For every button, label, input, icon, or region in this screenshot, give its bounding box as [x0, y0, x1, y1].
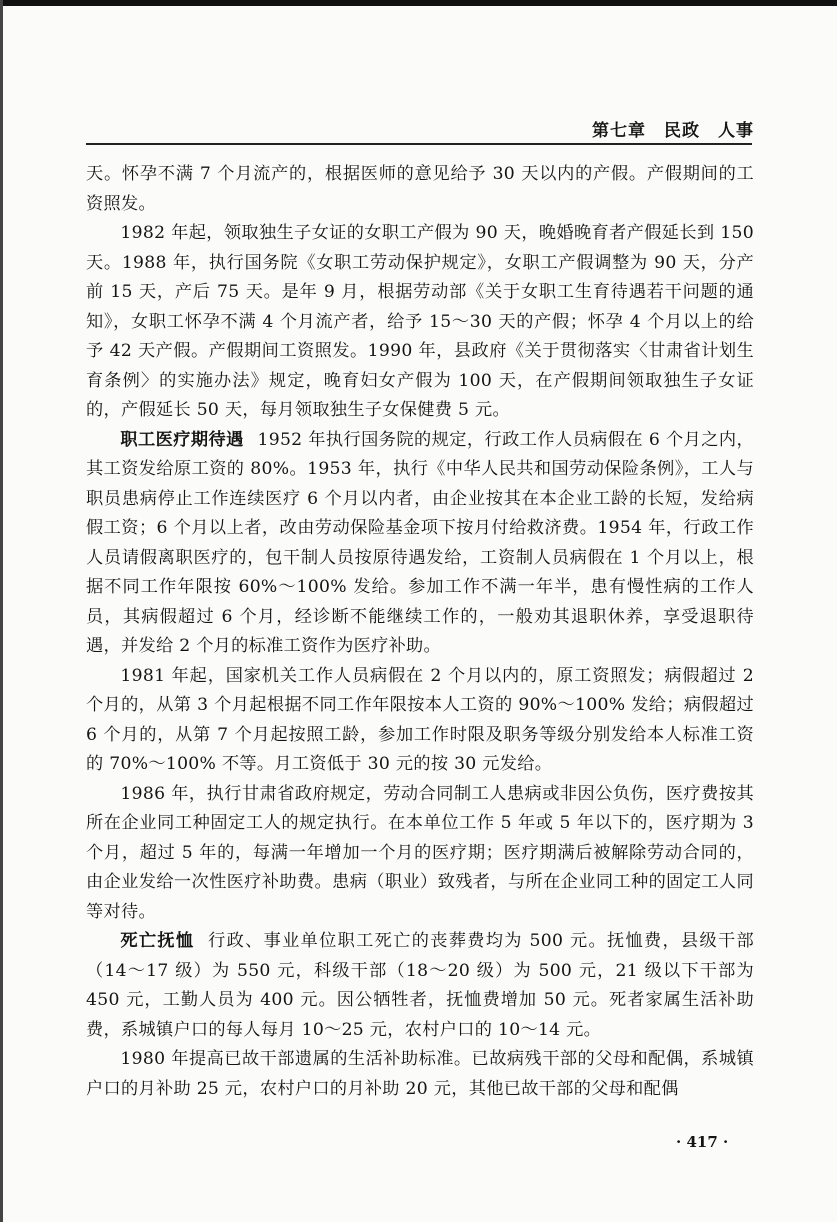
paragraph-survivor-1980: [86, 1045, 754, 1104]
paragraph-medical-1981: [86, 662, 754, 780]
paragraph-maternity-continued: [86, 160, 754, 219]
page-left-edge: [0, 0, 3, 1222]
chapter-header: 第七章 民政 人事: [592, 121, 754, 141]
header-rule: [86, 143, 752, 145]
paragraph-text: 1952 年执行国务院的规定，行政工作人员病假在 6 个月之内，其工资发给原工资的 80%。1953 年，执行《中华人民共和国劳动保险条例》，工人与职员患病停止工作连续医疗 6 个月以内者，由企业按其在本企业工龄的长短，发给病假工资；6 个月以上者，改由劳动保险基金项下按月付给救济费。1954 年，行政工作人员请假离职医疗的，包干制人员按原待遇发给，工资制人员病假在 1 个月以上，根据不同工作年限按 60%～100% 发给。参加工作不满一年半，患有慢性病的工作人员，其病假超过 6 个月，经诊断不能继续工作的，一般劝其退职休养，享受退职待遇，并发给 2 个月的标准工资作为医疗补助。: [86, 429, 754, 656]
paragraph-text: 1981 年起，国家机关工作人员病假在 2 个月以内的，原工资照发；病假超过 2 个月的，从第 3 个月起根据不同工作年限按本人工资的 90%～100% 发给；病假超过 6 个月的，从第 7 个月起按照工龄，参加工作时限及职务等级分别发给本人标准工资的 70%～100% 不等。月工资低于 30 元的按 30 元发给。: [86, 665, 754, 774]
paragraph-death-pension: [86, 927, 754, 1045]
paragraph-text: 天。怀孕不满 7 个月流产的，根据医师的意见给予 30 天以内的产假。产假期间的工资照发。: [86, 164, 754, 214]
page-number: · 417 ·: [676, 1133, 729, 1151]
page-top-edge: [0, 0, 837, 6]
paragraph-maternity-1982: [86, 219, 754, 426]
paragraph-medical-1986: [86, 780, 754, 928]
paragraph-text: 行政、事业单位职工死亡的丧葬费均为 500 元。抚恤费，县级干部（14～17 级）为 550 元，科级干部（18～20 级）为 500 元，21 级以下干部为 450 元，工勤人员为 400 元。因公牺牲者，抚恤费增加 50 元。死者家属生活补助费，系城镇户口的每人每月 10～25 元，农村户口的 10～14 元。: [86, 931, 754, 1040]
section-lead-medical: 职工医疗期待遇: [120, 429, 244, 450]
paragraph-text: 1982 年起，领取独生子女证的女职工产假为 90 天，晚婚晚育者产假延长到 150 天。1988 年，执行国务院《女职工劳动保护规定》，女职工产假调整为 90 天，分产前 15 天，产后 75 天。是年 9 月，根据劳动部《关于女职工生育待遇若干问题的通知》，女职工怀孕不满 4 个月流产者，给予 15～30 天的产假；怀孕 4 个月以上的给予 42 天产假。产假期间工资照发。1990 年，县政府《关于贯彻落实〈甘肃省计划生育条例〉的实施办法》规定，晚育妇女产假为 100 天，在产假期间领取独生子女证的，产假延长 50 天，每月领取独生子女保健费 5 元。: [86, 223, 754, 420]
paragraph-text: 1986 年，执行甘肃省政府规定，劳动合同制工人患病或非因公负伤，医疗费按其所在企业同工种固定工人的规定执行。在本单位工作 5 年或 5 年以下的，医疗期为 3 个月，超过 5 年的，每满一年增加一个月的医疗期；医疗期满后被解除劳动合同的，由企业发给一次性医疗补助费。患病（职业）致残者，与所在企业同工种的固定工人同等对待。: [86, 783, 754, 922]
section-lead-death: 死亡抚恤: [120, 931, 195, 951]
paragraph-text: 1980 年提高已故干部遗属的生活补助标准。已故病残干部的父母和配偶，系城镇户口的月补助 25 元，农村户口的月补助 20 元，其他已故干部的父母和配偶: [86, 1049, 754, 1099]
body-text: [86, 160, 754, 1104]
paragraph-medical-leave: [86, 426, 754, 662]
